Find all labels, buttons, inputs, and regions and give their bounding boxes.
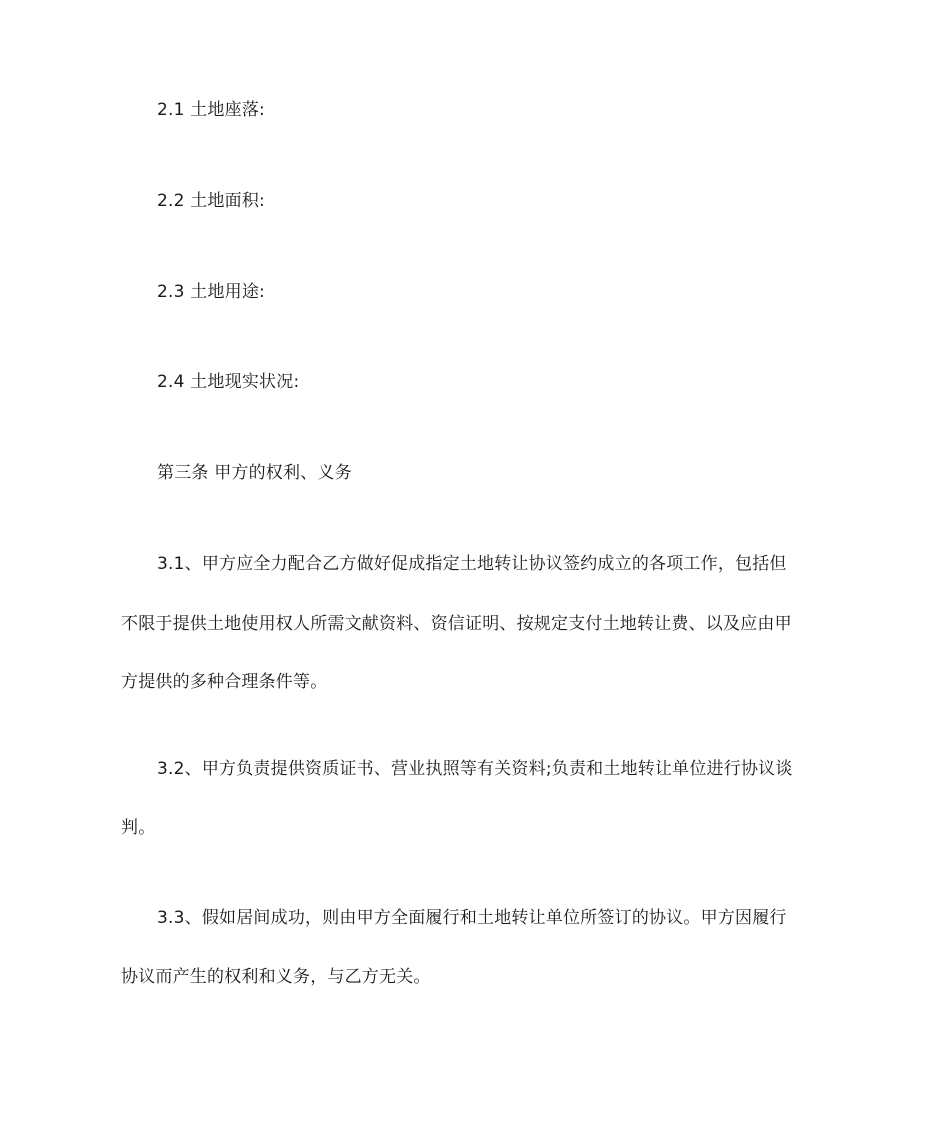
paragraph-3-2-line-2: 判。 [121,818,156,838]
item-2-1-land-location: 2.1 土地座落: [157,100,265,120]
paragraph-3-3-line-1: 3.3、假如居间成功，则由甲方全面履行和土地转让单位所签订的协议。甲方因履行 [157,908,787,928]
paragraph-3-1-line-3: 方提供的多种合理条件等。 [121,672,328,692]
paragraph-3-2-line-1: 3.2、甲方负责提供资质证书、营业执照等有关资料;负责和土地转让单位进行协议谈 [157,759,793,779]
item-2-3-land-use: 2.3 土地用途: [157,282,265,302]
paragraph-3-3-line-2: 协议而产生的权利和义务，与乙方无关。 [121,967,431,987]
paragraph-3-1-line-2: 不限于提供土地使用权人所需文献资料、资信证明、按规定支付土地转让费、以及应由甲 [121,614,792,634]
item-2-4-land-status: 2.4 土地现实状况: [157,372,300,392]
item-2-2-land-area: 2.2 土地面积: [157,191,265,211]
paragraph-3-1-line-1: 3.1、甲方应全力配合乙方做好促成指定土地转让协议签约成立的各项工作，包括但 [157,554,787,574]
article-3-heading: 第三条 甲方的权利、义务 [157,463,352,483]
